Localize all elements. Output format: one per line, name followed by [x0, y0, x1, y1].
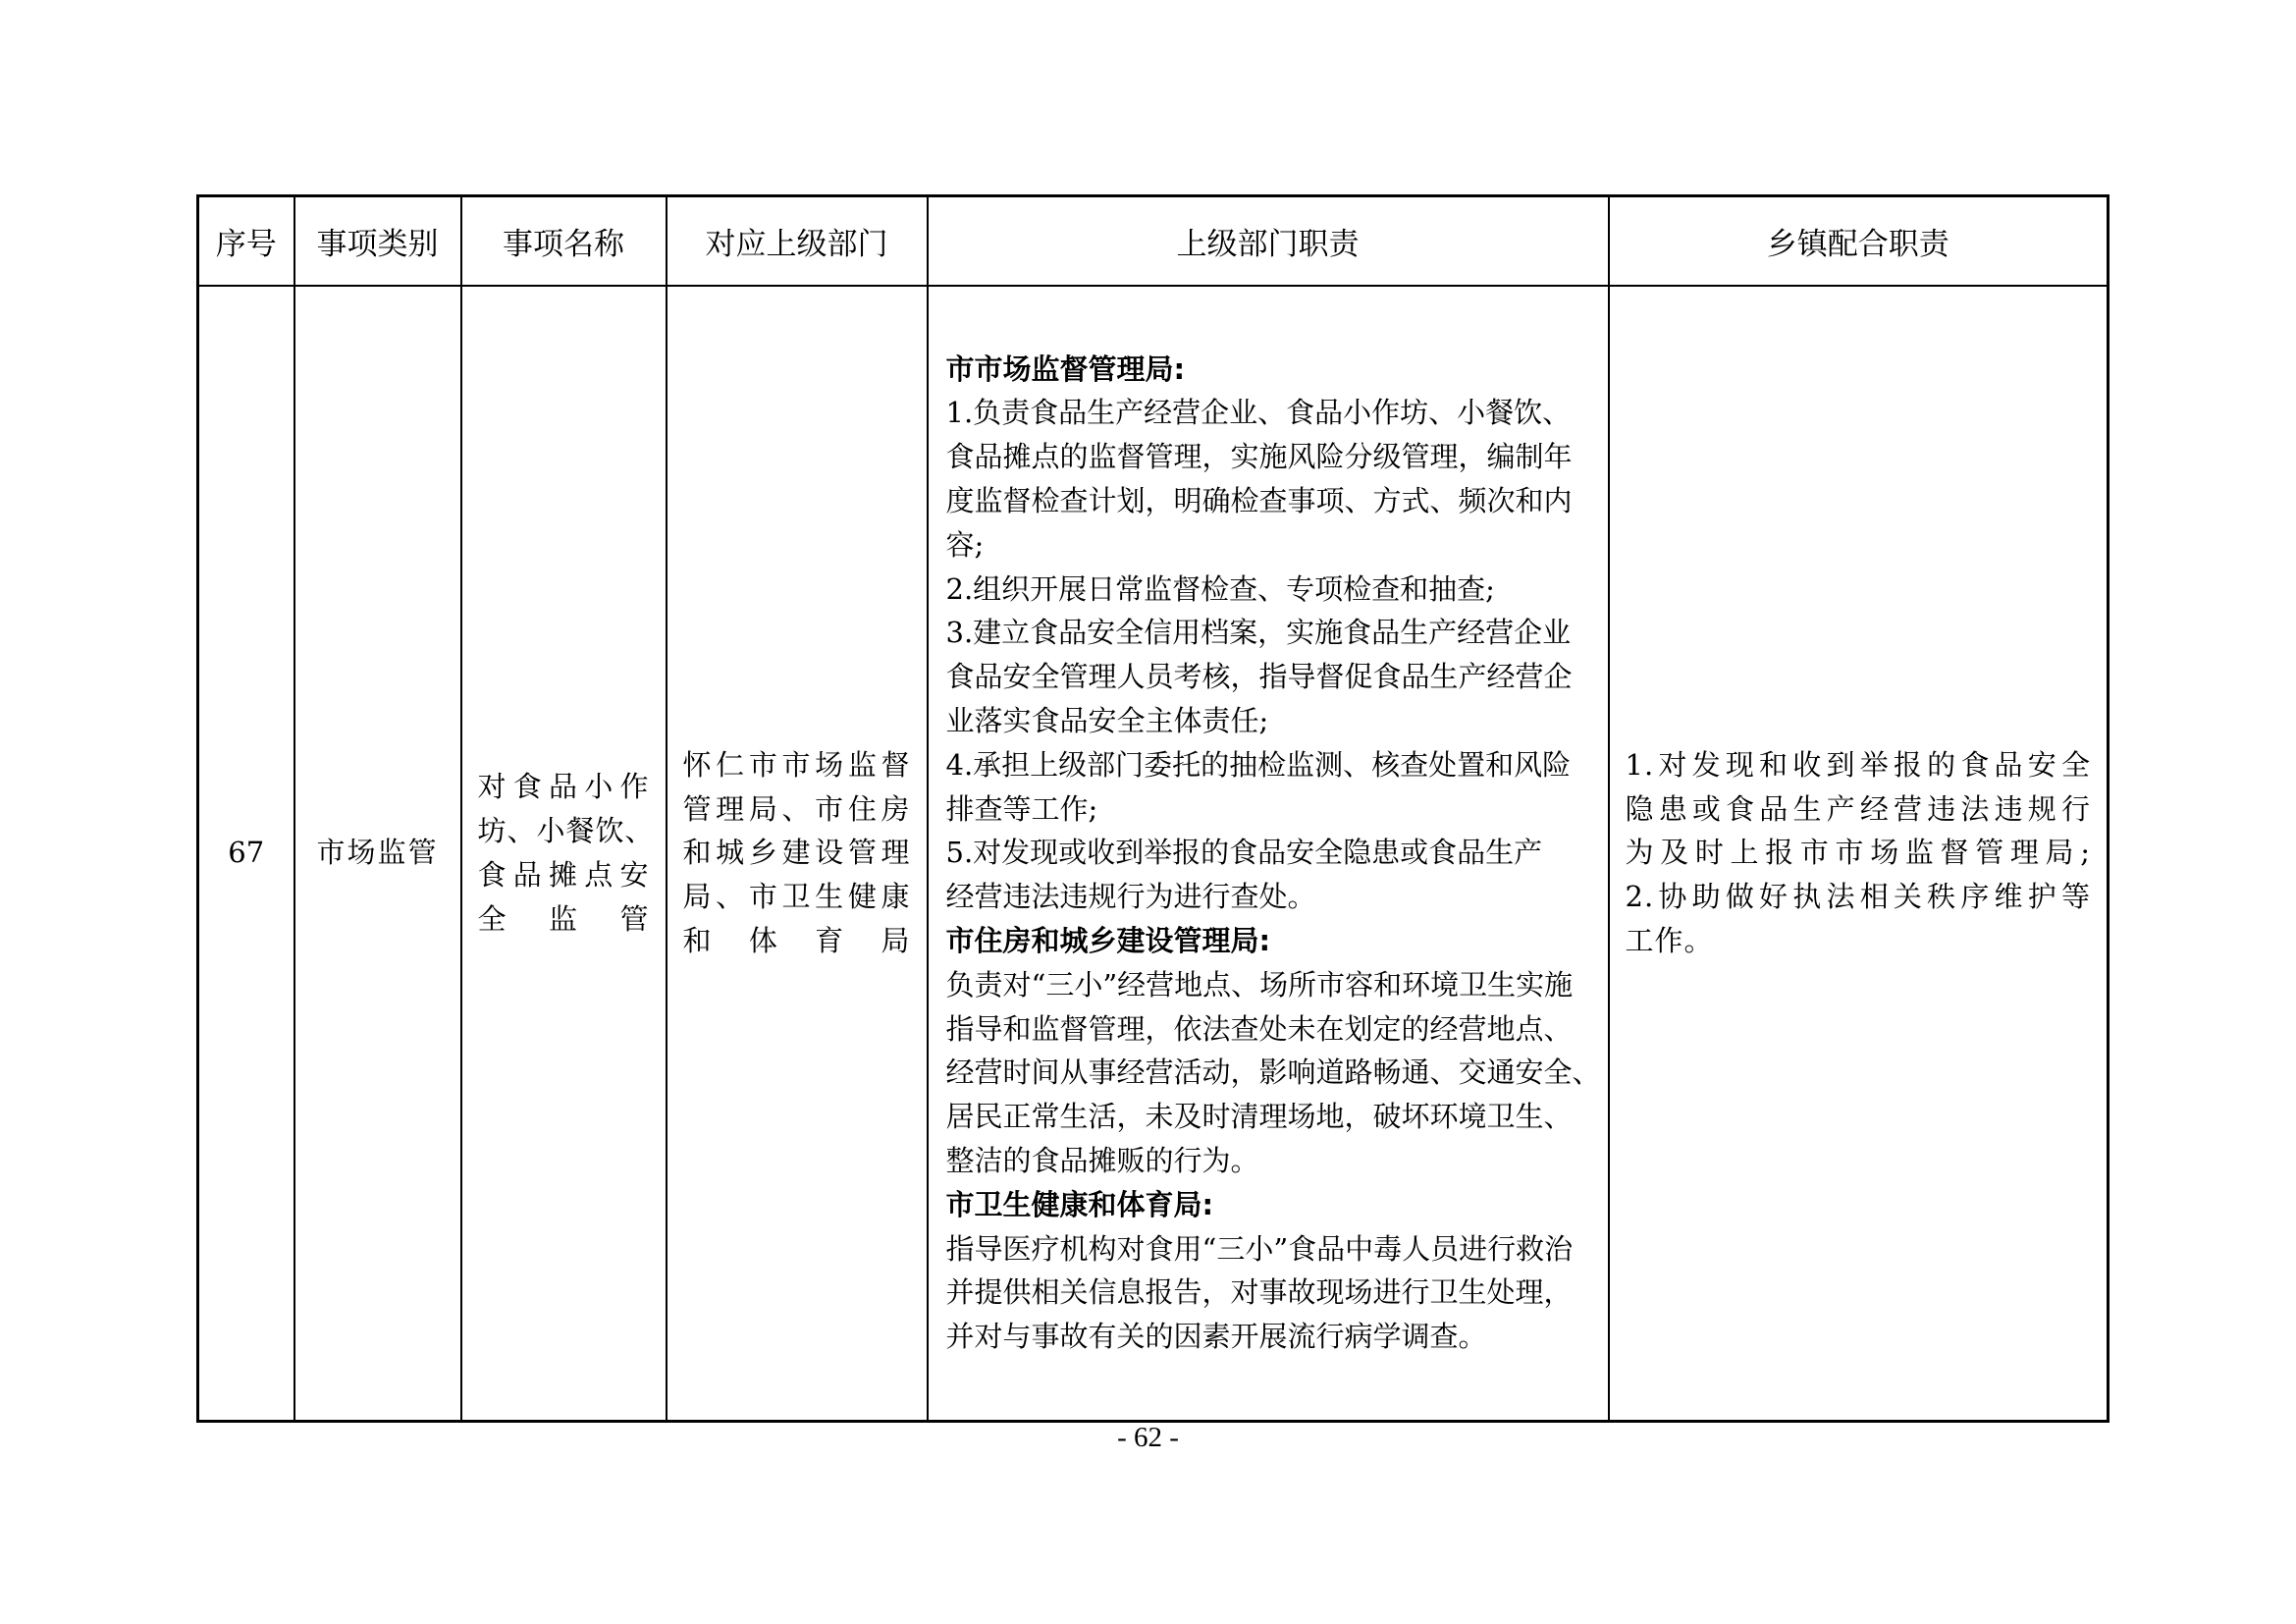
name-line: 对食品小作 [477, 770, 650, 804]
dept-line: 和体育局 [682, 923, 911, 957]
duty-line: 经营时间从事经营活动，影响道路畅通、交通安全、 [945, 1056, 1601, 1090]
duty-line: 经营违法违规行为进行查处。 [945, 880, 1316, 914]
dept-line: 和城乡建设管理 [682, 836, 911, 870]
dept-line: 管理局、市住房 [682, 791, 911, 826]
duty-line: 容; [945, 527, 985, 562]
header-cell-dept: 对应上级部门 [667, 196, 928, 286]
header-cell-town: 乡镇配合职责 [1609, 196, 2109, 286]
duty-line: 4.承担上级部门委托的抽检监测、核查处置和风险 [945, 747, 1572, 782]
duty-line: 排查等工作; [945, 791, 1098, 826]
town-duty-line: 隐患或食品生产经营违法违规行 [1625, 791, 2091, 826]
duty-line: 指导和监督管理，依法查处未在划定的经营地点、 [945, 1011, 1573, 1046]
duty-line: 5.对发现或收到举报的食品安全隐患或食品生产 [945, 836, 1543, 870]
duty-line: 并提供相关信息报告，对事故现场进行卫生处理， [945, 1275, 1573, 1310]
duty-section-heading: 市住房和城乡建设管理局: [945, 923, 1271, 957]
duty-section-heading: 市卫生健康和体育局: [945, 1187, 1214, 1221]
duty-table [196, 194, 2109, 1423]
cell-town [1609, 286, 2109, 1422]
town-duty-line: 工作。 [1625, 923, 1714, 957]
duty-line: 食品摊点的监督管理，实施风险分级管理，编制年 [945, 440, 1573, 474]
duty-line: 业落实食品安全主体责任; [945, 703, 1269, 737]
duty-line: 指导医疗机构对食用“三小”食品中毒人员进行救治 [945, 1231, 1574, 1266]
cell-no: 67 [198, 286, 294, 1422]
duty-line: 负责对“三小”经营地点、场所市容和环境卫生实施 [945, 967, 1574, 1001]
dept-line: 局、市卫生健康 [682, 880, 911, 914]
cell-dept [667, 286, 928, 1422]
name-line: 全监管 [477, 901, 650, 936]
name-line: 食品摊点安 [477, 857, 650, 892]
cell-name [461, 286, 667, 1422]
duty-line: 整洁的食品摊贩的行为。 [945, 1143, 1259, 1177]
dept-line: 怀仁市市场监督 [682, 747, 911, 782]
table-header-row [198, 196, 2109, 286]
duty-line: 1.负责食品生产经营企业、食品小作坊、小餐饮、 [945, 396, 1572, 430]
header-cell-category: 事项类别 [294, 196, 461, 286]
duty-line: 居民正常生活，未及时清理场地，破坏环境卫生、 [945, 1100, 1573, 1134]
table-row [198, 286, 2109, 1422]
cell-duty [928, 286, 1609, 1422]
header-cell-no: 序号 [198, 196, 294, 286]
duty-line: 2.组织开展日常监督检查、专项检查和抽查; [945, 571, 1495, 606]
town-duty-line: 为及时上报市市场监督管理局; [1625, 836, 2091, 870]
duty-line: 度监督检查计划，明确检查事项、方式、频次和内 [945, 483, 1573, 517]
name-line: 坊、小餐饮、 [477, 813, 655, 847]
duty-section-heading: 市市场监督管理局: [945, 352, 1186, 386]
cell-category: 市场监管 [294, 286, 461, 1422]
duty-line: 并对与事故有关的因素开展流行病学调查。 [945, 1320, 1487, 1354]
header-cell-duty: 上级部门职责 [928, 196, 1609, 286]
duty-line: 3.建立食品安全信用档案，实施食品生产经营企业 [945, 616, 1572, 650]
town-duty-line: 2.协助做好执法相关秩序维护等 [1625, 880, 2091, 914]
header-cell-name: 事项名称 [461, 196, 667, 286]
duty-line: 食品安全管理人员考核，指导督促食品生产经营企 [945, 660, 1573, 694]
town-duty-line: 1.对发现和收到举报的食品安全 [1625, 747, 2091, 782]
page-number: - 62 - [1117, 1422, 1179, 1453]
